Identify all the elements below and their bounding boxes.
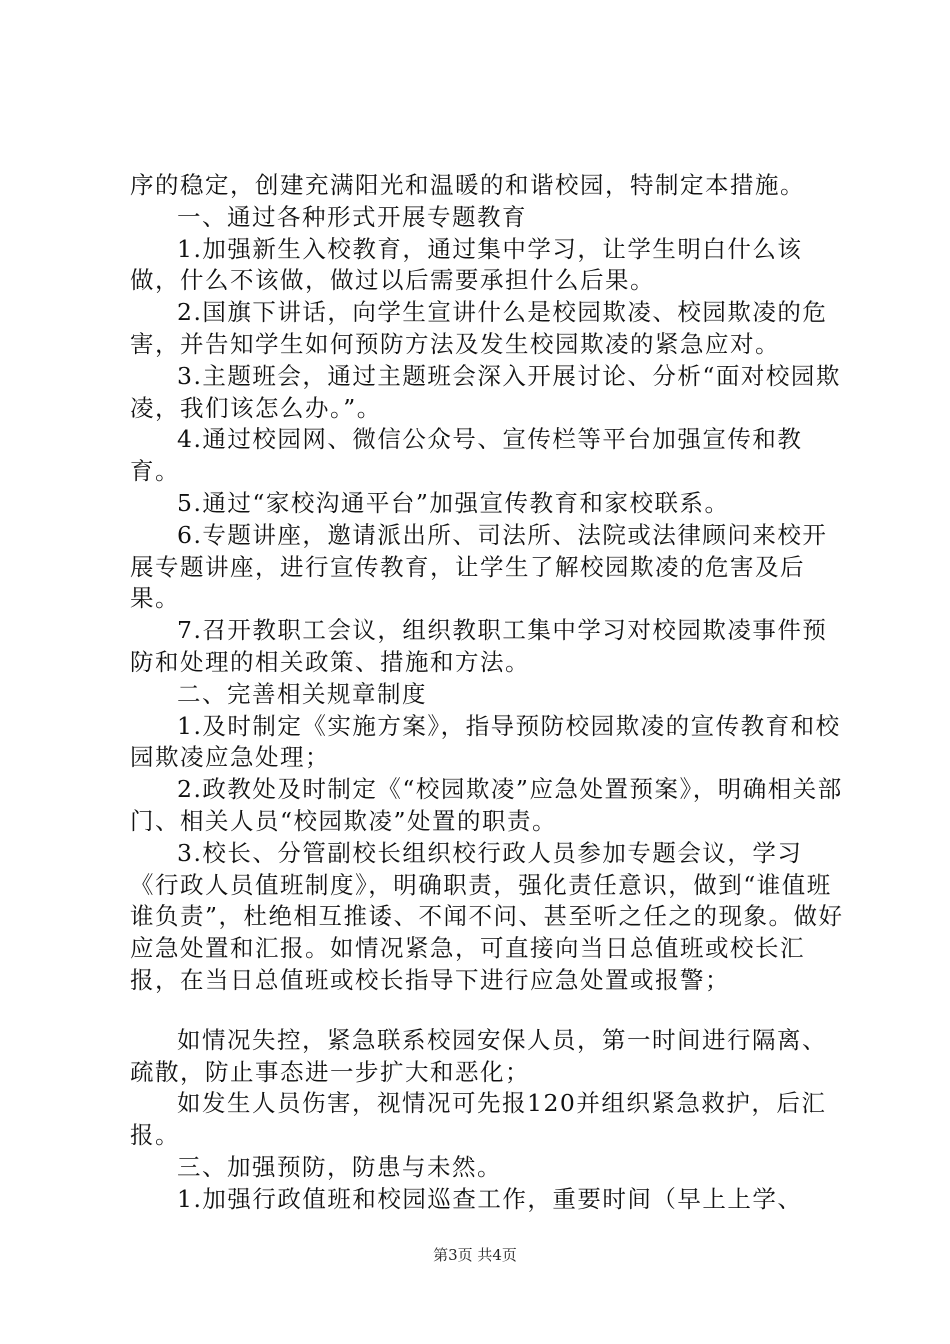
section-heading-2: 二、完善相关规章制度 — [177, 679, 427, 708]
paragraph-gap — [130, 997, 850, 1025]
section-heading-3: 三、加强预防，防患与未然。 — [177, 1152, 502, 1181]
paragraph-3-1: 1.加强行政值班和校园巡查工作，重要时间（早上上学、 — [177, 1184, 803, 1213]
paragraph-2-3-continued-b: 如发生人员伤害，视情况可先报120并组织紧急救护，后汇报。 — [130, 1089, 827, 1150]
paragraph-1-6: 6.专题讲座，邀请派出所、司法所、法院或法律顾问来校开展专题讲座，进行宣传教育，让学生了解校园欺凌的危害及后果。 — [130, 520, 828, 613]
paragraph-1-1: 1.加强新生入校教育，通过集中学习，让学生明白什么该做，什么不该做，做过以后需要承担什么后果。 — [130, 234, 803, 295]
document-body — [130, 170, 850, 1216]
paragraph-2-3-continued-a: 如情况失控，紧急联系校园安保人员，第一时间进行隔离、疏散，防止事态进一步扩大和恶化； — [130, 1025, 827, 1086]
page-number-footer: 第3页 共4页 — [433, 1246, 517, 1264]
paragraph-1-7: 7.召开教职工会议，组织教职工集中学习对校园欺凌事件预防和处理的相关政策、措施和方法。 — [130, 616, 828, 676]
paragraph-2-3: 3.校长、分管副校长组织校行政人员参加专题会议，学习《行政人员值班制度》，明确职责，强化责任意识，做到“谁值班谁负责”，杜绝相互推诿、不闻不问、甚至听之任之的现象。做好应急处置和汇报。如情况紧急，可直接向当日总值班或校长汇报，在当日总值班或校长指导下进行应急处置或报警； — [130, 838, 844, 994]
paragraph-1-2: 2.国旗下讲话，向学生宣讲什么是校园欺凌、校园欺凌的危害，并告知学生如何预防方法及发生校园欺凌的紧急应对。 — [130, 298, 828, 358]
paragraph-1-4: 4.通过校园网、微信公众号、宣传栏等平台加强宣传和教育。 — [130, 425, 803, 486]
paragraph-1-5: 5.通过“家校沟通平台”加强宣传教育和家校联系。 — [177, 488, 730, 517]
section-heading-1: 一、通过各种形式开展专题教育 — [177, 202, 527, 231]
paragraph-2-1: 1.及时制定《实施方案》，指导预防校园欺凌的宣传教育和校园欺凌应急处理； — [130, 711, 841, 772]
paragraph-2-2: 2.政教处及时制定《“校园欺凌”应急处置预案》，明确相关部门、相关人员“校园欺凌”处置的职责。 — [130, 775, 843, 835]
paragraph-1-3: 3.主题班会，通过主题班会深入开展讨论、分析“面对校园欺凌，我们该怎么办。”。 — [130, 361, 841, 422]
paragraph-intro-continuation: 序的稳定，创建充满阳光和温暖的和谐校园，特制定本措施。 — [130, 171, 805, 199]
